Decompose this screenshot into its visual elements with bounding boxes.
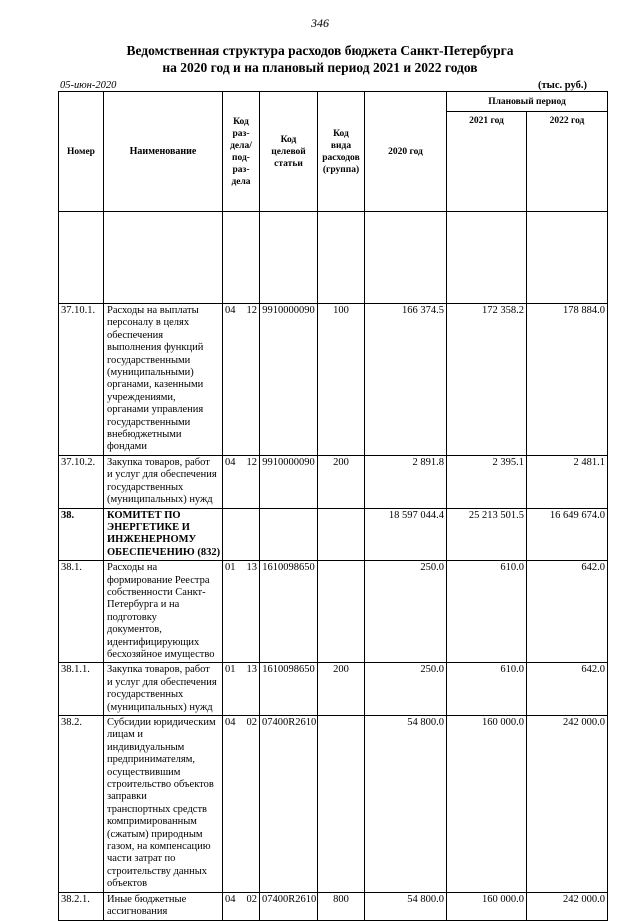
header-section-code: Код раз- дела/ под- раз- дела [223, 92, 260, 212]
row-section-code [223, 561, 260, 663]
subsection: 13 [246, 562, 257, 574]
row-amount-2022: 2 481.1 [527, 455, 608, 508]
row-amount-2022: 642.0 [527, 561, 608, 663]
row-section-code [223, 304, 260, 456]
row-section-code [223, 508, 260, 561]
row-amount-2021: 172 358.2 [447, 304, 527, 456]
row-amount-2022: 178 884.0 [527, 304, 608, 456]
row-section-code [223, 716, 260, 893]
row-name-line: (муниципальными) [107, 367, 194, 379]
row-expense-type: 200 [318, 455, 365, 508]
table-row [59, 663, 608, 716]
row-name-line: ЭНЕРГЕТИКЕ И [107, 521, 190, 533]
row-amount-2021: 25 213 501.5 [447, 508, 527, 561]
row-name-line: КОМИТЕТ ПО [107, 509, 181, 521]
header-year-2020: 2020 год [365, 92, 447, 212]
row-number: 38.1.1. [59, 663, 104, 716]
table-row [59, 561, 608, 663]
row-name-line: персоналу в целях [107, 317, 190, 329]
row-name-line: (муниципальных) нужд [107, 494, 213, 506]
header-expense-type: Код вида расходов (группа) [318, 92, 365, 212]
row-name-line: учреждениями, [107, 391, 176, 403]
row-amount-2022: 16 649 674.0 [527, 508, 608, 561]
row-name-line: Расходы на [107, 562, 158, 574]
row-expense-type: 800 [318, 892, 365, 920]
row-name-line: Расходы на выплаты [107, 305, 199, 316]
blank-spacer-row [59, 212, 608, 304]
row-name-line: Закупка товаров, работ [107, 664, 210, 676]
section: 04 [225, 717, 236, 728]
subsection: 02 [246, 717, 257, 728]
row-name-line: Иные бюджетные [107, 893, 187, 905]
row-amount-2020: 250.0 [365, 663, 447, 716]
row-name-line: внебюджетными [107, 429, 182, 441]
row-name-line: обеспечения [107, 329, 164, 341]
row-amount-2020: 250.0 [365, 561, 447, 663]
row-name-line: государственными [107, 354, 191, 366]
row-amount-2020: 166 374.5 [365, 304, 447, 456]
row-name-line: ОБЕСПЕЧЕНИЮ (832) [107, 546, 221, 558]
row-name-line: фондами [107, 441, 147, 453]
title-line-2: на 2020 год и на плановый период 2021 и 2022 годов [162, 60, 478, 75]
budget-table [58, 91, 608, 921]
row-name-line: строительство объектов [107, 779, 214, 791]
row-section-code [223, 663, 260, 716]
row-amount-2021: 610.0 [447, 663, 527, 716]
page-number: 346 [311, 16, 329, 30]
row-number: 37.10.1. [59, 304, 104, 456]
header-year-2021: 2021 год [447, 112, 527, 212]
row-name-line: предпринимателям, [107, 754, 196, 766]
row-number: 38.1. [59, 561, 104, 663]
row-target-code: 9910000090 [260, 304, 318, 456]
row-target-code: 1610098650 [260, 663, 318, 716]
header-name: Наименование [104, 92, 223, 212]
table-row [59, 716, 608, 893]
title-line-1: Ведомственная структура расходов бюджета Санкт-Петербурга [126, 43, 514, 58]
row-name-line: газом, на компенсацию [107, 841, 211, 853]
row-expense-type: 100 [318, 304, 365, 456]
row-target-code: 07400R2610 [260, 716, 318, 893]
row-expense-type [318, 716, 365, 893]
section: 01 [225, 664, 236, 676]
row-amount-2021: 160 000.0 [447, 716, 527, 893]
row-amount-2021: 2 395.1 [447, 455, 527, 508]
subsection: 13 [246, 664, 257, 676]
section: 04 [225, 456, 236, 468]
row-name-line: и услуг для обеспечения [107, 676, 217, 688]
document-title [0, 42, 640, 76]
row-name [104, 561, 223, 663]
row-name-line: (сжатым) природным [107, 828, 203, 840]
document-date: 05-июн-2020 [60, 80, 117, 91]
table-row [59, 892, 608, 920]
row-number: 38. [59, 508, 104, 561]
row-name-line: ИНЖЕНЕРНОМУ [107, 534, 197, 546]
row-name-line: части затрат по [107, 853, 176, 865]
row-name-line: Закупка товаров, работ [107, 456, 210, 468]
row-number: 37.10.2. [59, 455, 104, 508]
row-name-line: осуществившим [107, 766, 181, 778]
row-target-code [260, 508, 318, 561]
row-name-line: государственных [107, 481, 184, 493]
row-name [104, 304, 223, 456]
row-target-code: 07400R2610 [260, 892, 318, 920]
row-name-line: Петербурга и на [107, 599, 180, 611]
row-amount-2020: 54 800.0 [365, 892, 447, 920]
units-label: (тыс. руб.) [538, 80, 587, 91]
header-planning-period: Плановый период [447, 92, 608, 112]
row-expense-type [318, 561, 365, 663]
row-amount-2022: 242 000.0 [527, 892, 608, 920]
row-name-line: компримированным [107, 816, 197, 828]
row-name-line: лицам и [107, 729, 144, 741]
row-name-line: органами управления [107, 404, 204, 416]
row-name-line: государственных [107, 689, 184, 701]
header-number: Номер [59, 92, 104, 212]
row-number: 38.2.1. [59, 892, 104, 920]
subsection: 12 [246, 456, 257, 468]
row-name-line: собственности Санкт- [107, 586, 206, 598]
header-target-code: Код целевой статьи [260, 92, 318, 212]
row-name [104, 508, 223, 561]
row-section-code [223, 892, 260, 920]
subsection: 02 [246, 893, 257, 905]
row-amount-2020: 54 800.0 [365, 716, 447, 893]
row-expense-type [318, 508, 365, 561]
row-name-line: (муниципальных) нужд [107, 701, 213, 713]
row-amount-2020: 2 891.8 [365, 455, 447, 508]
row-name [104, 892, 223, 920]
row-target-code: 9910000090 [260, 455, 318, 508]
row-name-line: подготовку [107, 611, 157, 623]
row-name-line: транспортных средств [107, 803, 208, 815]
row-expense-type: 200 [318, 663, 365, 716]
section: 04 [225, 305, 236, 316]
row-name-line: индивидуальным [107, 741, 185, 753]
header-year-2022: 2022 год [527, 112, 608, 212]
section: 04 [225, 893, 236, 905]
row-name-line: строительству данных [107, 865, 208, 877]
row-name-line: формирование Реестра [107, 574, 210, 586]
row-amount-2022: 242 000.0 [527, 716, 608, 893]
row-name-line: и услуг для обеспечения [107, 469, 217, 481]
row-name [104, 716, 223, 893]
row-name-line: органами, казенными [107, 379, 204, 391]
row-target-code: 1610098650 [260, 561, 318, 663]
row-name-line: объектов [107, 878, 148, 890]
subsection: 12 [246, 305, 257, 316]
row-number: 38.2. [59, 716, 104, 893]
row-name-line: документов, [107, 624, 162, 636]
row-section-code [223, 455, 260, 508]
row-name-line: идентифицирующих [107, 636, 200, 648]
row-amount-2021: 610.0 [447, 561, 527, 663]
row-name-line: заправки [107, 791, 147, 803]
row-name [104, 455, 223, 508]
row-name-line: бесхозяйное имущество [107, 648, 215, 660]
row-amount-2021: 160 000.0 [447, 892, 527, 920]
table-row [59, 455, 608, 508]
row-name-line: Субсидии юридическим [107, 717, 216, 728]
row-amount-2022: 642.0 [527, 663, 608, 716]
row-name-line: ассигнования [107, 906, 168, 918]
table-row [59, 508, 608, 561]
section: 01 [225, 562, 236, 574]
table-row [59, 304, 608, 456]
row-amount-2020: 18 597 044.4 [365, 508, 447, 561]
row-name [104, 663, 223, 716]
row-name-line: государственными [107, 416, 191, 428]
row-name-line: выполнения функций [107, 342, 204, 354]
